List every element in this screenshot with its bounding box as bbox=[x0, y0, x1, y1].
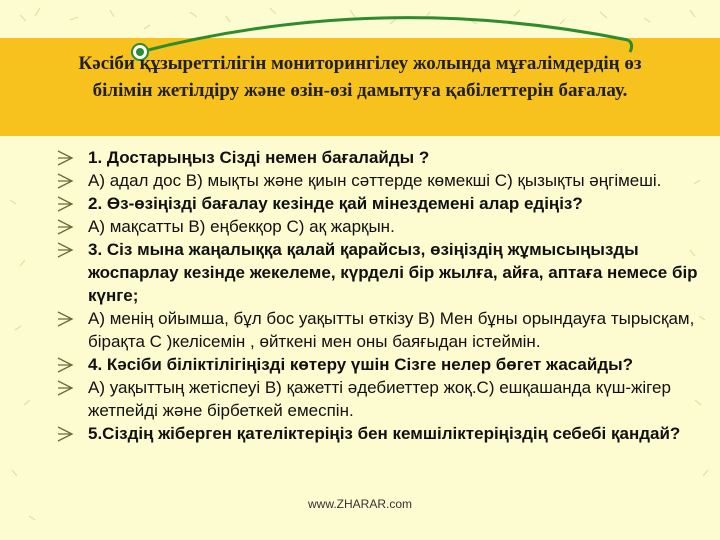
list-item bbox=[56, 192, 706, 215]
question-text: 4. Кәсіби біліктілігіңізді көтеру үшін Сізге нелер бөгет жасайды? bbox=[88, 355, 634, 374]
list-item bbox=[56, 169, 706, 192]
question-text: 1. Достарыңыз Сізді немен бағалайды ? bbox=[88, 148, 430, 167]
title-line-2: білімін жетілдіру және өзін-өзі дамытуға қабілеттерін бағалау. bbox=[92, 80, 628, 101]
answer-text: A) уақыттың жетіспеуі B) қажетті әдебиеттер жоқ.C) ешқашанда күш-жігер жетпейді және бірбеткей емеспін. bbox=[88, 378, 671, 420]
arrow-bullet-icon bbox=[56, 218, 76, 236]
list-item bbox=[56, 238, 706, 307]
arrow-bullet-icon bbox=[56, 149, 76, 167]
arrow-bullet-icon bbox=[56, 195, 76, 213]
list-item bbox=[56, 307, 706, 353]
list-item bbox=[56, 376, 706, 422]
question-text: 5.Сіздің жіберген қателіктеріңіз бен кемшіліктеріңіздің себебі қандай? bbox=[88, 424, 681, 443]
answer-text: A) адал дос B) мықты және қиын сәттерде көмекші C) қызықты әңгімеші. bbox=[88, 171, 662, 190]
title-line-1: Кәсіби құзыреттілігін мониторингілеу жолында мұғалімдердің өз bbox=[78, 53, 642, 74]
arrow-bullet-icon bbox=[56, 379, 76, 397]
arrow-bullet-icon bbox=[56, 425, 76, 443]
slide-title bbox=[0, 50, 720, 104]
arrow-bullet-icon bbox=[56, 241, 76, 259]
question-text: 2. Өз-өзіңізді бағалау кезінде қай мінездемені алар едіңіз? bbox=[88, 194, 583, 213]
list-item bbox=[56, 215, 706, 238]
question-list bbox=[56, 146, 706, 445]
question-text: 3. Сіз мына жаңалыққа қалай қарайсыз, өзіңіздің жұмысыңызды жоспарлау кезінде жекелеме, күрделі бір жылға, айға, аптаға немесе бір күнге; bbox=[88, 240, 698, 305]
list-item bbox=[56, 353, 706, 376]
list-item bbox=[56, 422, 706, 445]
arrow-bullet-icon bbox=[56, 172, 76, 190]
arrow-bullet-icon bbox=[56, 356, 76, 374]
arrow-bullet-icon bbox=[56, 310, 76, 328]
answer-text: A) мақсатты B) еңбекқор C) ақ жарқын. bbox=[88, 217, 395, 236]
footer-watermark: www.ZHARAR.com bbox=[308, 497, 413, 511]
list-item bbox=[56, 146, 706, 169]
answer-text: A) менің ойымша, бұл бос уақытты өткізу B) Мен бұны орындауға тырысқам, бірақта C )келісемін , өйткені мен оны баяғыдан істеймін. bbox=[88, 309, 695, 351]
